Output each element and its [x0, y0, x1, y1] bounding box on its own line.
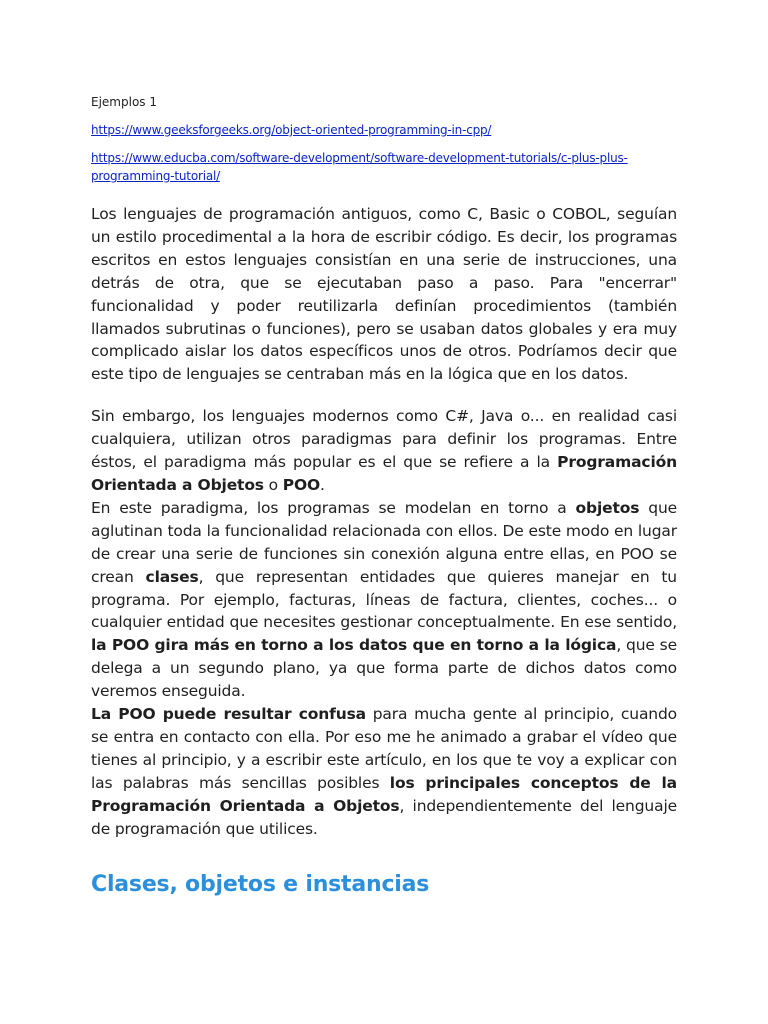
- paragraph-objects-text: En este paradigma, los programas se modelan en torno a: [91, 498, 576, 517]
- document-page: [91, 93, 677, 900]
- paragraph-text: para mucha gente al principio, cuando se entra en contacto con ella. Por eso me he animado a grabar el vídeo que tienes al principio, y a escribir este artículo, en los que te voy a explicar con las palabras más sencillas posibles: [91, 705, 677, 792]
- bold-poo-data-focus: la POO gira más en torno a los datos que en torno a la lógica: [91, 636, 617, 655]
- bold-poo-confusa: La POO puede resultar confusa: [91, 705, 366, 724]
- paragraph-paradigm: [91, 405, 677, 840]
- bold-main-concepts: los principales conceptos de la Programación Orientada a Objetos: [91, 773, 677, 815]
- bold-poo-term: Programación Orientada a Objetos: [91, 453, 677, 494]
- link-educba[interactable]: https://www.educba.com/software-development/software-development-tutorials/c-plus-plus-programming-tutorial/: [91, 151, 628, 183]
- bold-objetos: objetos: [575, 498, 640, 517]
- link-geeksforgeeks[interactable]: https://www.geeksforgeeks.org/object-oriented-programming-in-cpp/: [91, 123, 492, 137]
- paragraph-paradigm-text: Sin embargo, los lenguajes modernos como C#, Java o... en realidad casi cualquiera, utilizan otros paradigmas para definir los programas. Entre éstos, el paradigma más popular es el que se refiere a la: [91, 407, 677, 472]
- paragraph-text: , que representan entidades que quieres manejar en tu programa. Por ejemplo, facturas, líneas de factura, clientes, coches... o cualquier entidad que necesites gestionar conceptualmente. En ese sentido,: [91, 567, 677, 632]
- section-heading: Clases, objetos e instancias: [91, 872, 430, 898]
- bold-poo-acronym: POO: [282, 475, 321, 494]
- bold-clases: clases: [145, 567, 199, 586]
- paragraph-intro: Los lenguajes de programación antiguos, como C, Basic o COBOL, seguían un estilo procedimental a la hora de escribir código. Es decir, los programas escritos en estos lenguajes consistían en una serie de instrucciones, una detrás de otra, que se ejecutaban paso a paso. Para "encerrar" funcionalidad y poder reutilizarla definían procedimientos (también llamados subrutinas o funciones), pero se usaban datos globales y era muy complicado aislar los datos específicos unos de otros. Podríamos decir que este tipo de lenguajes se centraban más en la lógica que en los datos.: [91, 205, 677, 384]
- examples-label: Ejemplos 1: [91, 95, 157, 109]
- paragraph-text: o: [263, 475, 283, 494]
- paragraph-text: que aglutinan toda la funcionalidad relacionada con ellos. De este modo en lugar de crear una serie de funciones sin conexión alguna entre ellas, en POO se crean: [91, 498, 678, 586]
- paragraph-text: , que se delega a un segundo plano, ya que forma parte de dichos datos como veremos enseguida.: [91, 636, 677, 701]
- paragraph-text: , independientemente del lenguaje de programación que utilices.: [91, 796, 677, 838]
- paragraph-text: .: [320, 475, 325, 494]
